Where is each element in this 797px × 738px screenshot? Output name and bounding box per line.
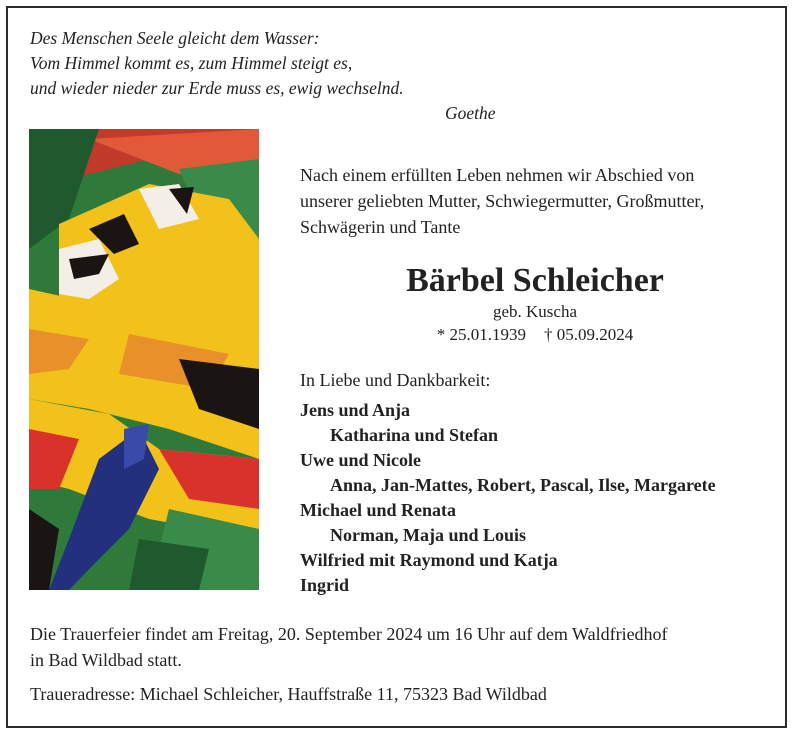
intro-text [300,162,780,240]
death-date: † 05.09.2024 [544,325,634,344]
thanks-heading: In Liebe und Dankbarkeit: [300,370,491,390]
family-member: Uwe und Nicole [300,450,421,470]
intro-line: unserer geliebten Mutter, Schwiegermutter, Großmutter, [300,191,705,211]
life-dates [300,325,770,345]
family-member: Norman, Maja und Louis [330,525,527,545]
mourning-address: Traueradresse: Michael Schleicher, Hauffstraße 11, 75323 Bad Wildbad [30,684,547,704]
family-member: Anna, Jan-Mattes, Robert, Pascal, Ilse, Margarete [330,475,716,495]
family-list [300,398,716,598]
maiden-name: geb. Kuscha [492,302,578,321]
family-member: Wilfried mit Raymond und Katja [300,550,558,570]
intro-line: Nach einem erfüllten Leben nehmen wir Abschied von [300,165,695,185]
family-member: Jens und Anja [300,400,411,420]
intro-line: Schwägerin und Tante [300,217,461,237]
ceremony-info [30,621,770,673]
deceased-name: Bärbel Schleicher [406,262,664,299]
painting-svg [29,129,259,590]
ceremony-line: in Bad Wildbad statt. [30,650,182,670]
poem-line: und wieder nieder zur Erde muss es, ewig wechselnd. [30,78,404,98]
family-member: Ingrid [300,575,350,595]
family-member: Michael und Renata [300,500,457,520]
poem-quote [30,26,550,123]
tiger-painting-image [29,129,259,590]
poem-author: Goethe [445,103,496,123]
poem-line: Vom Himmel kommt es, zum Himmel steigt es, [30,53,353,73]
birth-date: * 25.01.1939 [436,325,526,344]
poem-line: Des Menschen Seele gleicht dem Wasser: [30,28,320,48]
family-member: Katharina und Stefan [330,425,499,445]
ceremony-line: Die Trauerfeier findet am Freitag, 20. September 2024 um 16 Uhr auf dem Waldfriedhof [30,624,668,644]
